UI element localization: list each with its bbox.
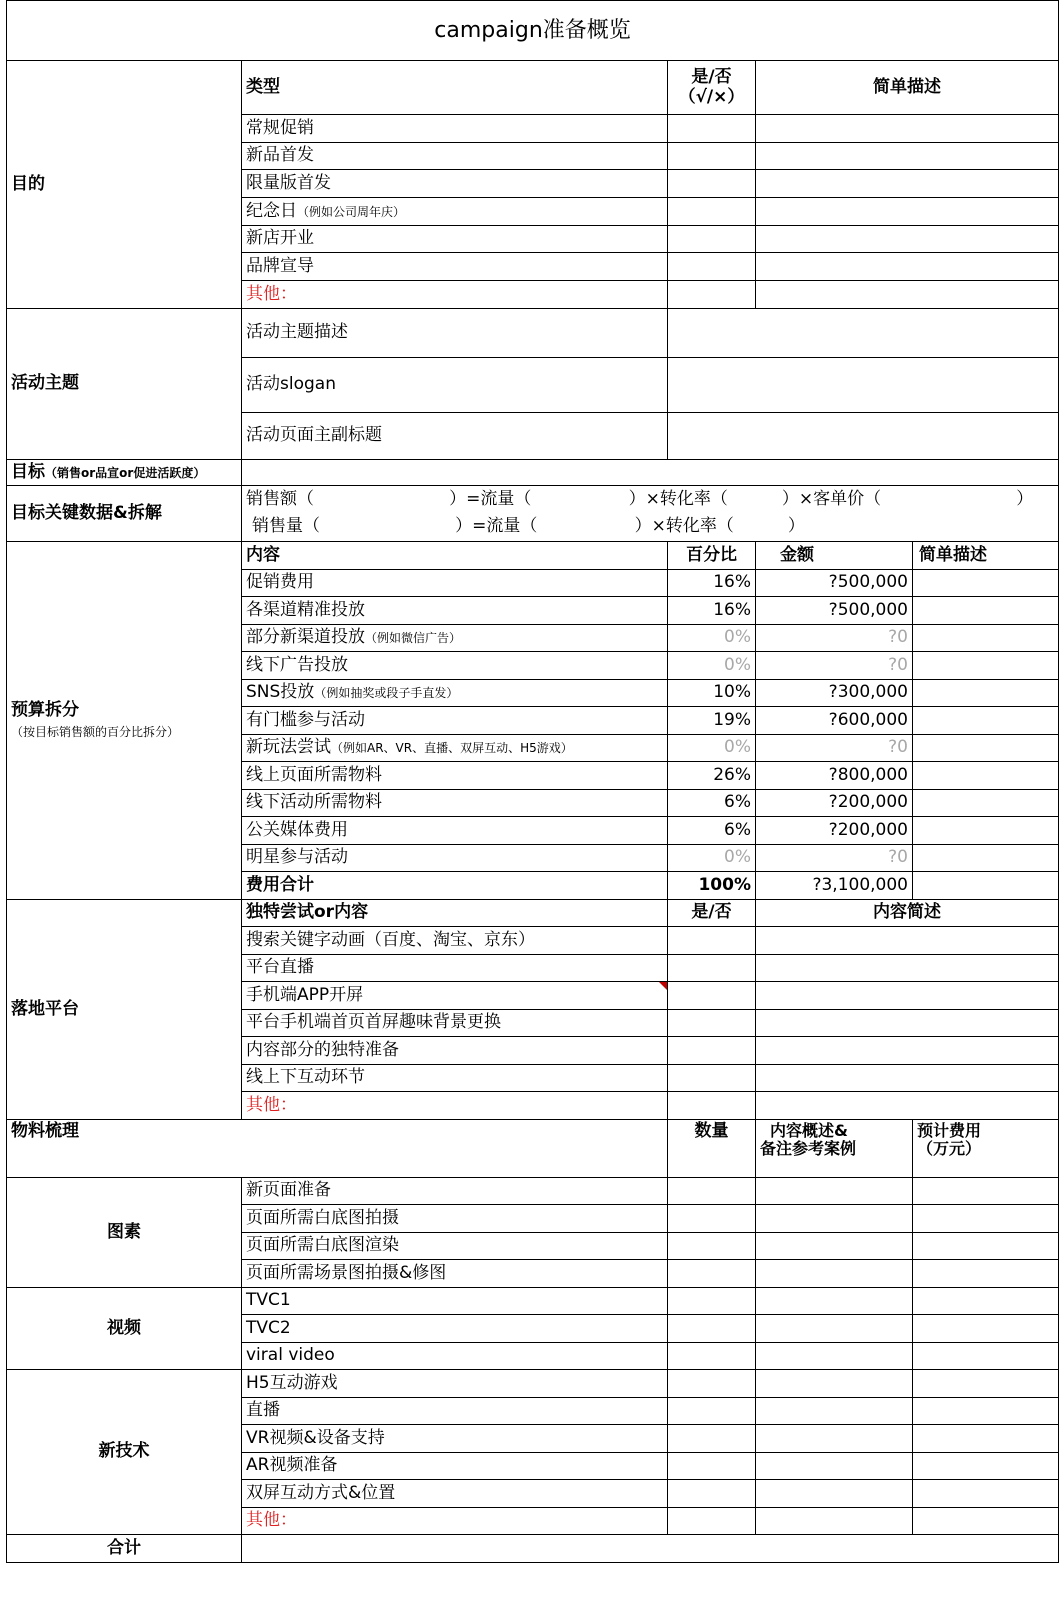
materials-cost-cell[interactable] bbox=[913, 1178, 1059, 1205]
materials-qty-cell[interactable] bbox=[668, 1343, 756, 1370]
budget-desc-cell[interactable] bbox=[913, 817, 1059, 845]
budget-amount[interactable]: ?600,000 bbox=[756, 707, 913, 735]
budget-item-name: 有门槛参与活动 bbox=[242, 707, 668, 735]
materials-qty-cell[interactable] bbox=[668, 1453, 756, 1480]
budget-percent[interactable]: 10% bbox=[668, 680, 756, 707]
materials-header-qty: 数量 bbox=[668, 1120, 756, 1178]
materials-item: TVC1 bbox=[242, 1288, 668, 1315]
materials-summary-cell[interactable] bbox=[756, 1178, 913, 1205]
budget-desc-cell[interactable] bbox=[913, 872, 1059, 900]
platform-yesno-cell[interactable] bbox=[668, 955, 756, 982]
budget-sublabel: （按目标销售额的百分比拆分） bbox=[11, 725, 180, 740]
materials-summary-cell[interactable] bbox=[756, 1425, 913, 1453]
budget-item-name: 部分新渠道投放（例如微信广告） bbox=[242, 625, 668, 652]
platform-item: 手机端APP开屏 bbox=[242, 982, 668, 1010]
budget-item-name: 各渠道精准投放 bbox=[242, 597, 668, 625]
budget-desc-cell[interactable] bbox=[913, 762, 1059, 790]
budget-amount[interactable]: ?200,000 bbox=[756, 790, 913, 817]
theme-value-cell[interactable] bbox=[668, 309, 1059, 358]
purpose-item[interactable]: 限量版首发 bbox=[242, 170, 668, 198]
target-note: （销售or品宣or促进活跃度） bbox=[45, 465, 206, 480]
platform-item: 平台直播 bbox=[242, 955, 668, 982]
budget-amount[interactable]: ?800,000 bbox=[756, 762, 913, 790]
materials-qty-cell[interactable] bbox=[668, 1178, 756, 1205]
purpose-item[interactable]: 纪念日（例如公司周年庆） bbox=[242, 198, 668, 226]
purpose-desc-cell[interactable] bbox=[756, 226, 1059, 253]
platform-label: 落地平台 bbox=[7, 900, 242, 1120]
materials-group-images: 图素 bbox=[7, 1178, 242, 1288]
budget-total-label: 费用合计 bbox=[242, 872, 668, 900]
materials-qty-cell[interactable] bbox=[668, 1315, 756, 1343]
purpose-item[interactable]: 品牌宣导 bbox=[242, 253, 668, 281]
materials-header-cost: 预计费用 （万元） bbox=[913, 1120, 1059, 1178]
platform-item: 平台手机端首页首屏趣味背景更换 bbox=[242, 1010, 668, 1037]
purpose-yesno-cell[interactable] bbox=[668, 170, 756, 198]
materials-item: H5互动游戏 bbox=[242, 1370, 668, 1398]
materials-cost-cell[interactable] bbox=[913, 1260, 1059, 1288]
purpose-other[interactable]: 其他： bbox=[242, 281, 668, 309]
theme-item: 活动页面主副标题 bbox=[242, 413, 668, 460]
purpose-header-yesno: 是/否 （√/×） bbox=[668, 61, 756, 115]
materials-item: VR视频&设备支持 bbox=[242, 1425, 668, 1453]
budget-desc-cell[interactable] bbox=[913, 570, 1059, 597]
materials-qty-cell[interactable] bbox=[668, 1260, 756, 1288]
materials-cost-cell[interactable] bbox=[913, 1480, 1059, 1508]
materials-summary-cell[interactable] bbox=[756, 1233, 913, 1260]
budget-amount[interactable]: ?300,000 bbox=[756, 680, 913, 707]
budget-total-amount: ?3,100,000 bbox=[756, 872, 913, 900]
target-label: 目标（销售or品宣or促进活跃度） bbox=[7, 460, 242, 486]
platform-header-desc: 内容简述 bbox=[756, 900, 1059, 927]
budget-item-name: 线上页面所需物料 bbox=[242, 762, 668, 790]
theme-label: 活动主题 bbox=[7, 309, 242, 460]
materials-summary-cell[interactable] bbox=[756, 1288, 913, 1315]
materials-qty-cell[interactable] bbox=[668, 1370, 756, 1398]
materials-item: AR视频准备 bbox=[242, 1453, 668, 1480]
materials-item: 页面所需场景图拍摄&修图 bbox=[242, 1260, 668, 1288]
platform-desc-cell[interactable] bbox=[756, 1065, 1059, 1092]
materials-cost-cell[interactable] bbox=[913, 1288, 1059, 1315]
budget-header-desc: 简单描述 bbox=[913, 542, 1059, 570]
platform-yesno-cell[interactable] bbox=[668, 1037, 756, 1065]
budget-desc-cell[interactable] bbox=[913, 790, 1059, 817]
purpose-yesno-cell[interactable] bbox=[668, 198, 756, 226]
purpose-yesno-cell[interactable] bbox=[668, 253, 756, 281]
purpose-label: 目的 bbox=[7, 61, 242, 309]
campaign-sheet bbox=[6, 0, 1059, 1563]
budget-amount[interactable]: ?500,000 bbox=[756, 570, 913, 597]
budget-header-content: 内容 bbox=[242, 542, 668, 570]
materials-qty-cell[interactable] bbox=[668, 1480, 756, 1508]
purpose-yesno-cell[interactable] bbox=[668, 115, 756, 143]
budget-desc-cell[interactable] bbox=[913, 845, 1059, 872]
platform-desc-cell[interactable] bbox=[756, 982, 1059, 1010]
materials-summary-cell[interactable] bbox=[756, 1260, 913, 1288]
kpi-label: 目标关键数据&拆解 bbox=[7, 486, 242, 542]
materials-item: 页面所需白底图渲染 bbox=[242, 1233, 668, 1260]
purpose-yesno-cell[interactable] bbox=[668, 143, 756, 170]
purpose-desc-cell[interactable] bbox=[756, 281, 1059, 309]
materials-summary-cell[interactable] bbox=[756, 1205, 913, 1233]
platform-yesno-cell[interactable] bbox=[668, 1065, 756, 1092]
budget-percent[interactable]: 16% bbox=[668, 597, 756, 625]
materials-item: TVC2 bbox=[242, 1315, 668, 1343]
platform-yesno-cell[interactable] bbox=[668, 982, 756, 1010]
platform-desc-cell[interactable] bbox=[756, 1092, 1059, 1120]
budget-amount[interactable]: ?200,000 bbox=[756, 817, 913, 845]
materials-summary-cell[interactable] bbox=[756, 1480, 913, 1508]
budget-desc-cell[interactable] bbox=[913, 597, 1059, 625]
materials-other[interactable]: 其他： bbox=[242, 1508, 668, 1535]
budget-header-percent: 百分比 bbox=[668, 542, 756, 570]
purpose-header-type: 类型 bbox=[242, 61, 668, 115]
budget-amount[interactable]: ?0 bbox=[756, 652, 913, 680]
budget-percent[interactable]: 19% bbox=[668, 707, 756, 735]
materials-summary-cell[interactable] bbox=[756, 1508, 913, 1535]
theme-item: 活动主题描述 bbox=[242, 309, 668, 358]
purpose-desc-cell[interactable] bbox=[756, 170, 1059, 198]
materials-item: 新页面准备 bbox=[242, 1178, 668, 1205]
budget-percent[interactable]: 16% bbox=[668, 570, 756, 597]
budget-amount[interactable]: ?500,000 bbox=[756, 597, 913, 625]
budget-item-name: SNS投放（例如抽奖或段子手直发） bbox=[242, 680, 668, 707]
materials-cost-cell[interactable] bbox=[913, 1343, 1059, 1370]
budget-item-name: 明星参与活动 bbox=[242, 845, 668, 872]
budget-desc-cell[interactable] bbox=[913, 625, 1059, 652]
materials-qty-cell[interactable] bbox=[668, 1233, 756, 1260]
platform-desc-cell[interactable] bbox=[756, 1037, 1059, 1065]
materials-qty-cell[interactable] bbox=[668, 1205, 756, 1233]
budget-percent[interactable]: 0% bbox=[668, 845, 756, 872]
materials-qty-cell[interactable] bbox=[668, 1288, 756, 1315]
budget-item-name: 线下活动所需物料 bbox=[242, 790, 668, 817]
purpose-item-note: （例如公司周年庆） bbox=[297, 204, 406, 219]
platform-desc-cell[interactable] bbox=[756, 927, 1059, 955]
purpose-header-desc: 简单描述 bbox=[756, 61, 1059, 115]
platform-yesno-cell[interactable] bbox=[668, 1092, 756, 1120]
platform-desc-cell[interactable] bbox=[756, 1010, 1059, 1037]
platform-item: 搜索关键字动画（百度、淘宝、京东） bbox=[242, 927, 668, 955]
theme-item: 活动slogan bbox=[242, 358, 668, 413]
materials-qty-cell[interactable] bbox=[668, 1398, 756, 1425]
platform-desc-cell[interactable] bbox=[756, 955, 1059, 982]
purpose-yesno-cell[interactable] bbox=[668, 226, 756, 253]
materials-group-new-tech: 新技术 bbox=[7, 1370, 242, 1535]
budget-desc-cell[interactable] bbox=[913, 652, 1059, 680]
materials-qty-cell[interactable] bbox=[668, 1508, 756, 1535]
purpose-item[interactable]: 新品首发 bbox=[242, 143, 668, 170]
materials-item: 双屏互动方式&位置 bbox=[242, 1480, 668, 1508]
platform-header-yesno: 是/否 bbox=[668, 900, 756, 927]
budget-desc-cell[interactable] bbox=[913, 707, 1059, 735]
materials-group-video: 视频 bbox=[7, 1288, 242, 1370]
materials-summary-cell[interactable] bbox=[756, 1398, 913, 1425]
budget-percent[interactable]: 0% bbox=[668, 652, 756, 680]
materials-cost-cell[interactable] bbox=[913, 1453, 1059, 1480]
purpose-item[interactable]: 常规促销 bbox=[242, 115, 668, 143]
theme-value-cell[interactable] bbox=[668, 358, 1059, 413]
materials-qty-cell[interactable] bbox=[668, 1425, 756, 1453]
materials-cost-cell[interactable] bbox=[913, 1370, 1059, 1398]
budget-amount[interactable]: ?0 bbox=[756, 625, 913, 652]
purpose-desc-cell[interactable] bbox=[756, 253, 1059, 281]
purpose-yesno-cell[interactable] bbox=[668, 281, 756, 309]
materials-item: viral video bbox=[242, 1343, 668, 1370]
materials-summary-cell[interactable] bbox=[756, 1315, 913, 1343]
materials-item: 直播 bbox=[242, 1398, 668, 1425]
kpi-sales-formula[interactable]: 销售额（ ）=流量（ ）×转化率（ ）×客单价（ ） bbox=[242, 486, 1059, 514]
materials-summary-cell[interactable] bbox=[756, 1453, 913, 1480]
budget-total-percent: 100% bbox=[668, 872, 756, 900]
budget-percent[interactable]: 6% bbox=[668, 790, 756, 817]
target-value-cell[interactable] bbox=[242, 460, 1059, 486]
budget-percent[interactable]: 6% bbox=[668, 817, 756, 845]
platform-other[interactable]: 其他： bbox=[242, 1092, 668, 1120]
budget-percent[interactable]: 26% bbox=[668, 762, 756, 790]
materials-total-cell[interactable] bbox=[242, 1535, 1059, 1563]
budget-amount[interactable]: ?0 bbox=[756, 845, 913, 872]
budget-item-name: 促销费用 bbox=[242, 570, 668, 597]
budget-item-name: 新玩法尝试（例如AR、VR、直播、双屏互动、H5游戏） bbox=[242, 735, 668, 762]
materials-summary-cell[interactable] bbox=[756, 1343, 913, 1370]
platform-header-content: 独特尝试or内容 bbox=[242, 900, 668, 927]
purpose-desc-cell[interactable] bbox=[756, 115, 1059, 143]
budget-header-amount: 金额 bbox=[756, 542, 913, 570]
purpose-desc-cell[interactable] bbox=[756, 198, 1059, 226]
materials-cost-cell[interactable] bbox=[913, 1233, 1059, 1260]
materials-header-summary: 内容概述& 备注参考案例 bbox=[756, 1120, 913, 1178]
platform-item: 线上下互动环节 bbox=[242, 1065, 668, 1092]
materials-item: 页面所需白底图拍摄 bbox=[242, 1205, 668, 1233]
purpose-item[interactable]: 新店开业 bbox=[242, 226, 668, 253]
budget-desc-cell[interactable] bbox=[913, 735, 1059, 762]
sheet-title: campaign准备概览 bbox=[7, 1, 1059, 61]
platform-yesno-cell[interactable] bbox=[668, 1010, 756, 1037]
budget-item-name: 公关媒体费用 bbox=[242, 817, 668, 845]
platform-yesno-cell[interactable] bbox=[668, 927, 756, 955]
materials-cost-cell[interactable] bbox=[913, 1425, 1059, 1453]
budget-label: 预算拆分 （按目标销售额的百分比拆分） bbox=[7, 542, 242, 900]
materials-cost-cell[interactable] bbox=[913, 1398, 1059, 1425]
kpi-volume-formula[interactable]: 销售量（ ）=流量（ ）×转化率（ ） bbox=[242, 514, 1059, 542]
purpose-desc-cell[interactable] bbox=[756, 143, 1059, 170]
materials-cost-cell[interactable] bbox=[913, 1205, 1059, 1233]
budget-percent[interactable]: 0% bbox=[668, 735, 756, 762]
budget-item-name: 线下广告投放 bbox=[242, 652, 668, 680]
platform-item: 内容部分的独特准备 bbox=[242, 1037, 668, 1065]
budget-desc-cell[interactable] bbox=[913, 680, 1059, 707]
materials-cost-cell[interactable] bbox=[913, 1508, 1059, 1535]
budget-amount[interactable]: ?0 bbox=[756, 735, 913, 762]
materials-total-label: 合计 bbox=[7, 1535, 242, 1563]
materials-label: 物料梳理 bbox=[7, 1120, 668, 1178]
materials-cost-cell[interactable] bbox=[913, 1315, 1059, 1343]
budget-percent[interactable]: 0% bbox=[668, 625, 756, 652]
materials-summary-cell[interactable] bbox=[756, 1370, 913, 1398]
theme-value-cell[interactable] bbox=[668, 413, 1059, 460]
